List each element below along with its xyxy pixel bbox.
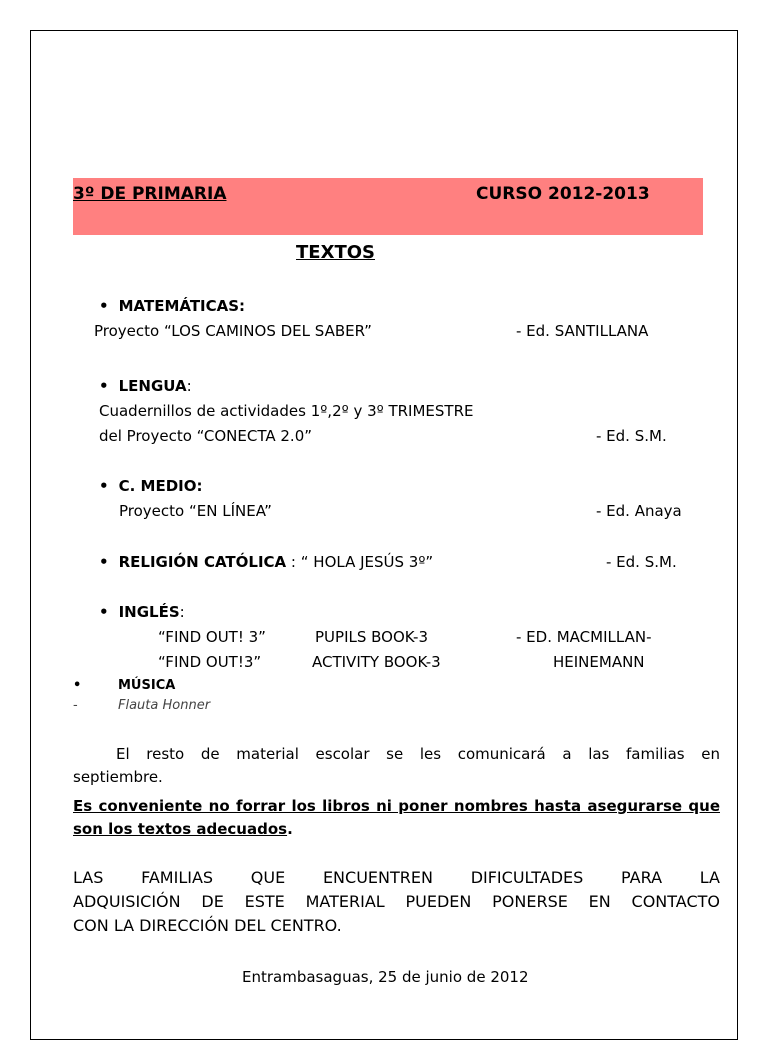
familias-line-1: LAS FAMILIAS QUE ENCUENTREN DIFICULTADES PARA LA [73, 868, 720, 887]
matematicas-project: Proyecto “LOS CAMINOS DEL SABER” [94, 322, 372, 340]
lengua-line-1: Cuadernillos de actividades 1º,2º y 3º TRIMESTRE [99, 402, 474, 420]
subject-religion [99, 553, 433, 571]
place-date: Entrambasaguas, 25 de junio de 2012 [242, 968, 529, 986]
subject-name: MATEMÁTICAS: [118, 297, 246, 315]
subject-musica: MÚSICA [118, 678, 176, 693]
matematicas-publisher: - Ed. SANTILLANA [516, 322, 649, 340]
musica-item: Flauta Honner [118, 698, 211, 713]
warning-period: . [287, 820, 293, 838]
ingles-row-1-book: PUPILS BOOK-3 [315, 628, 428, 646]
lengua-line-2: del Proyecto “CONECTA 2.0” [99, 427, 313, 445]
subject-name: RELIGIÓN CATÓLICA [118, 553, 287, 571]
subject-name: INGLÉS [118, 603, 180, 621]
lengua-publisher: - Ed. S.M. [596, 427, 667, 445]
medio-project: Proyecto “EN LÍNEA” [119, 502, 272, 520]
ingles-row-2-title: “FIND OUT!3” [158, 653, 262, 671]
musica-dash: - [73, 698, 78, 713]
subject-medio [99, 477, 202, 495]
ingles-row-2-publisher: HEINEMANN [553, 653, 645, 671]
course-year: CURSO 2012-2013 [476, 184, 650, 204]
subject-matematicas [99, 297, 245, 315]
religion-publisher: - Ed. S.M. [606, 553, 677, 571]
subject-ingles [99, 603, 185, 621]
ingles-row-2-book: ACTIVITY BOOK-3 [312, 653, 441, 671]
warning-line-1: Es conveniente no forrar los libros ni poner nombres hasta asegurarse que [73, 797, 720, 815]
subject-lengua [99, 377, 192, 395]
familias-line-2: ADQUISICIÓN DE ESTE MATERIAL PUEDEN PONERSE EN CONTACTO [73, 892, 720, 911]
warning-line-2 [73, 818, 293, 841]
resto-line-2: septiembre. [73, 768, 163, 786]
familias-line-3: CON LA DIRECCIÓN DEL CENTRO. [73, 916, 342, 935]
grade-heading: 3º DE PRIMARIA [73, 184, 227, 204]
subject-colon: : [179, 603, 185, 621]
ingles-row-1-title: “FIND OUT! 3” [158, 628, 266, 646]
subject-name: LENGUA [118, 377, 187, 395]
religion-text: : “ HOLA JESÚS 3º” [286, 553, 434, 571]
subject-colon: : [186, 377, 192, 395]
subject-name: C. MEDIO: [118, 477, 203, 495]
resto-line-1: El resto de material escolar se les comunicará a las familias en [116, 745, 720, 763]
ingles-row-1-publisher: - ED. MACMILLAN- [516, 628, 652, 646]
musica-bullet: • [73, 678, 82, 693]
page-title: TEXTOS [296, 242, 375, 263]
medio-publisher: - Ed. Anaya [596, 502, 682, 520]
warning-text: son los textos adecuados [73, 820, 288, 838]
